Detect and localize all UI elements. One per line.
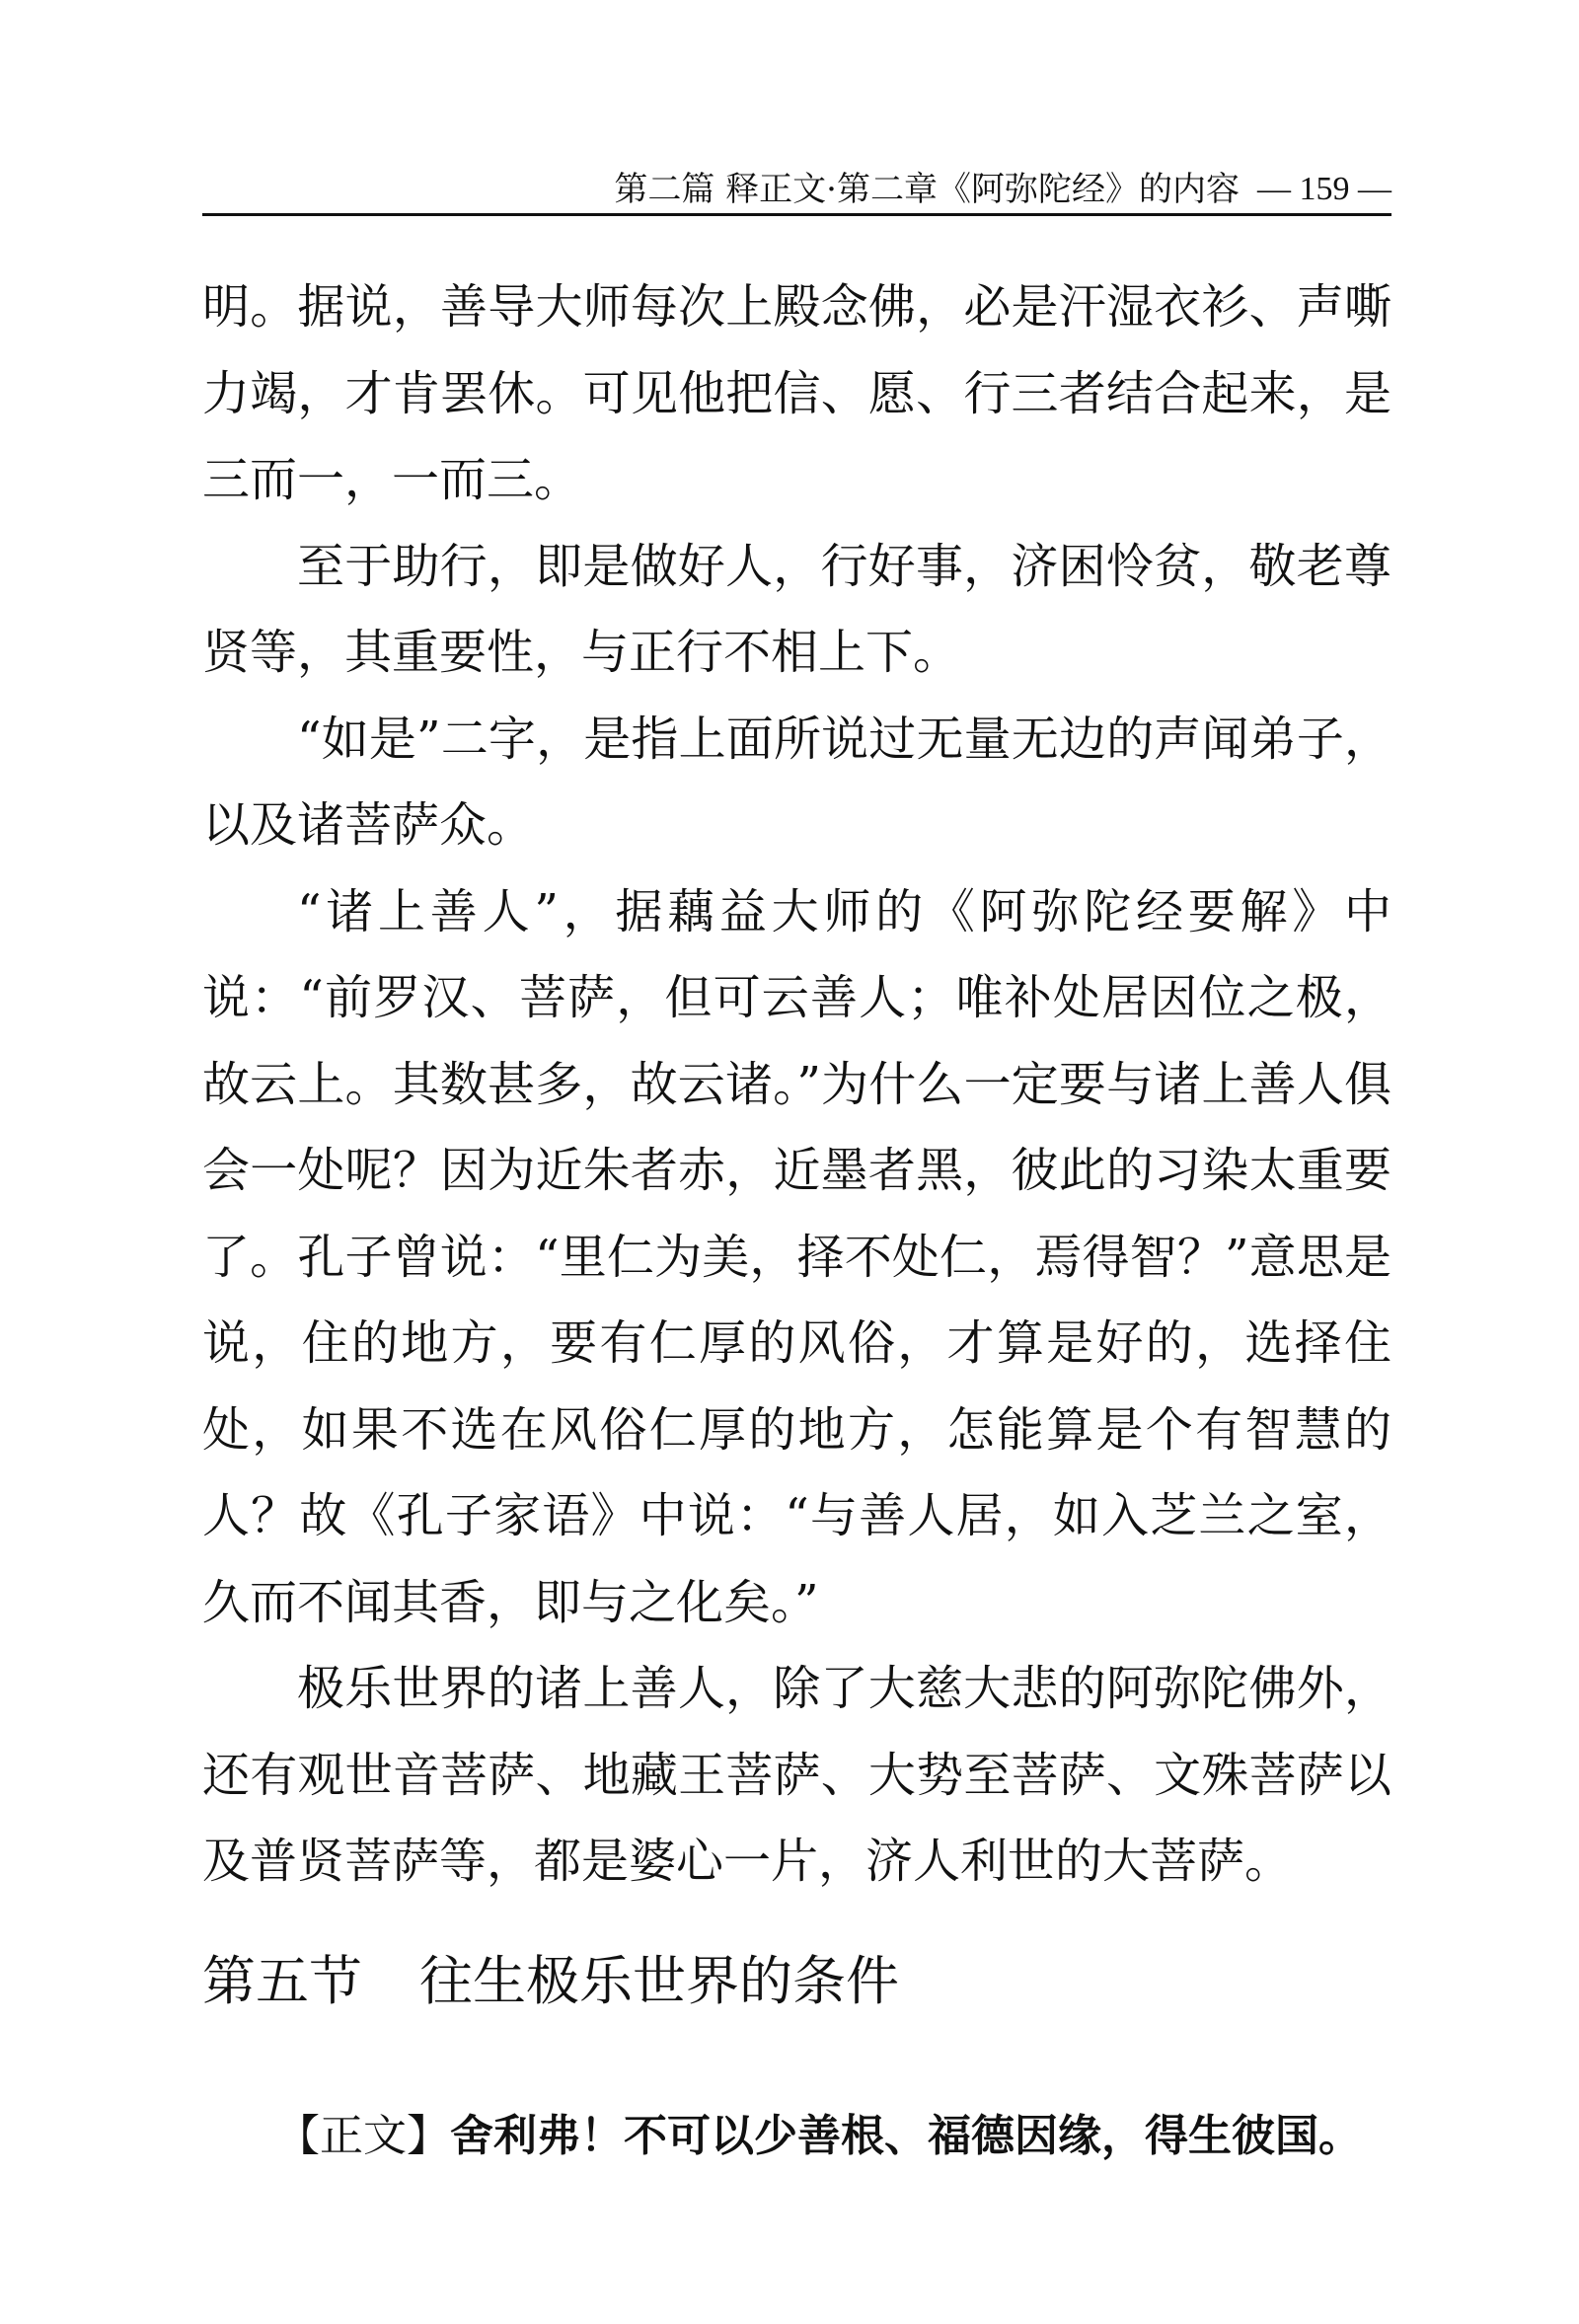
body-text: [202, 264, 1391, 1906]
paragraph-2: 至于助行，即是做好人，行好事，济困怜贫，敬老尊贤等，其重要性，与正行不相上下。: [202, 538, 1391, 680]
scripture-content: 舍利弗！不可以少善根、福德因缘，得生彼国。: [450, 2111, 1362, 2161]
section-heading: [202, 1942, 1391, 2021]
paragraph-1: 明。据说，善导大师每次上殿念佛，必是汗湿衣衫、声嘶力竭，才肯罢休。可见他把信、愿、行三者结合起来，是三而一，一而三。: [202, 279, 1391, 507]
section-title: 往生极乐世界的条件: [419, 1950, 899, 2012]
section-number: 第五节: [202, 1950, 362, 2012]
page-header: [202, 166, 1391, 216]
paragraph-3: “如是”二字，是指上面所说过无量无边的声闻弟子，以及诸菩萨众。: [202, 711, 1391, 853]
scripture-quote: [276, 2102, 1391, 2171]
page-number: — 159 —: [1257, 171, 1391, 207]
paragraph-4: “诸上善人”，据藕益大师的《阿弥陀经要解》中说：“前罗汉、菩萨，但可云善人；唯补处居因位之极，故云上。其数甚多，故云诸。”为什么一定要与诸上善人俱会一处呢？因为近朱者赤，近墨者黑，彼此的习染太重要了。孔子曾说：“里仁为美，择不处仁，焉得智？”意思是说，住的地方，要有仁厚的风俗，才算是好的，选择住处，如果不选在风俗仁厚的地方，怎能算是个有智慧的人？故《孔子家语》中说：“与善人居，如入芝兰之室，久而不闻其香，即与之化矣。”: [202, 883, 1391, 1630]
scripture-label: 【正文】: [276, 2111, 450, 2161]
paragraph-5: 极乐世界的诸上善人，除了大慈大悲的阿弥陀佛外，还有观世音菩萨、地藏王菩萨、大势至菩萨、文殊菩萨以及普贤菩萨等，都是婆心一片，济人利世的大菩萨。: [202, 1661, 1391, 1889]
header-title: 第二篇 释正文·第二章《阿弥陀经》的内容: [614, 170, 1240, 209]
